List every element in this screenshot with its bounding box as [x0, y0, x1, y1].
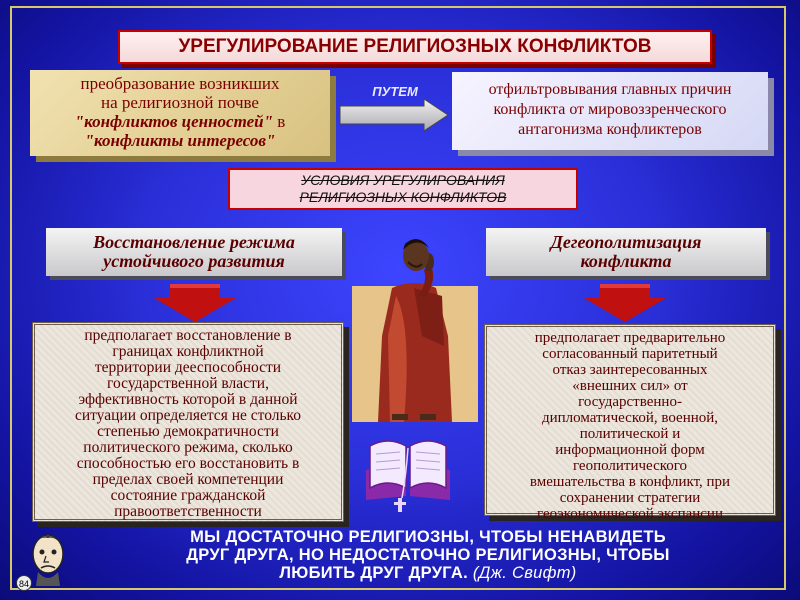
description-line: «внешних сил» от — [572, 378, 688, 394]
conditions-heading — [228, 168, 578, 210]
description-line: степенью демократичности — [97, 423, 279, 440]
description-line: правоответственности — [114, 503, 262, 520]
description-line: эффективность которой в данной — [78, 391, 298, 408]
description-line: состояние гражданской — [110, 487, 266, 504]
restoration-heading — [46, 228, 342, 276]
values-conflicts-term: "конфликтов ценностей" — [74, 112, 274, 131]
description-line: сохранении стратегии — [559, 490, 701, 506]
description-line: дипломатической, военной, — [541, 410, 719, 426]
down-arrow-icon — [582, 284, 668, 324]
bible-book-image — [362, 426, 454, 518]
filtering-line: антагонизма конфликтеров — [518, 121, 702, 138]
description-line: государственно- — [578, 394, 682, 410]
down-arrow-icon — [152, 284, 238, 324]
depoliticization-description — [484, 324, 776, 522]
description-line: пределах своей компетенции — [92, 471, 284, 488]
filtering-box — [452, 72, 768, 150]
transformation-line — [30, 112, 330, 131]
restoration-description — [32, 322, 344, 522]
description-line: информационной форм — [555, 442, 705, 458]
description-line: геоэкономической экспансии — [537, 506, 723, 522]
transformation-box — [30, 70, 330, 156]
page-number: 84 — [16, 575, 32, 591]
quote-author: (Дж. Свифт) — [472, 564, 577, 582]
quote-line: ДРУГ ДРУГА, НО НЕДОСТАТОЧНО РЕЛИГИОЗНЫ, ЧТОБЫ — [186, 546, 670, 564]
conditions-line: УСЛОВИЯ УРЕГУЛИРОВАНИЯ — [301, 172, 505, 188]
description-line: способностью его восстановить в — [76, 455, 300, 472]
transformation-connector: в — [273, 112, 286, 131]
quote-line: МЫ ДОСТАТОЧНО РЕЛИГИОЗНЫ, ЧТОБЫ НЕНАВИДЕТЬ — [190, 528, 666, 546]
description-line: согласованный паритетный — [542, 346, 718, 362]
filtering-line: конфликта от мировоззренческого — [493, 101, 727, 118]
depoliticization-heading-line: Дегеополитизация — [550, 232, 702, 252]
depoliticization-heading-line: конфликта — [580, 251, 672, 271]
description-line: границах конфликтной — [112, 343, 264, 360]
slide-title: УРЕГУЛИРОВАНИЕ РЕЛИГИОЗНЫХ КОНФЛИКТОВ — [118, 30, 712, 64]
transformation-line — [30, 131, 330, 150]
right-arrow-icon — [338, 98, 450, 132]
transformation-line: на религиозной почве — [101, 93, 259, 112]
quote-text: ЛЮБИТЬ ДРУГ ДРУГА. — [279, 564, 469, 582]
transformation-line: преобразование возникших — [80, 74, 280, 93]
description-line: вмешательства в конфликт, при — [529, 474, 731, 490]
description-line: территории дееспособности — [94, 359, 282, 376]
description-line: предполагает восстановление в — [84, 327, 292, 344]
description-line: политической и — [579, 426, 681, 442]
praying-monk-image — [352, 226, 478, 422]
description-line: ситуации определяется не столько — [74, 407, 302, 424]
description-line: предполагает предварительно — [534, 330, 726, 346]
arrow-label: ПУТЕМ — [372, 84, 418, 99]
interests-conflicts-term: "конфликты интересов" — [84, 131, 276, 150]
restoration-heading-line: Восстановление режима — [93, 232, 295, 252]
description-line: государственной власти, — [107, 375, 269, 392]
filtering-line: отфильтровывания главных причин — [488, 81, 732, 98]
description-line: политического режима, сколько — [83, 439, 293, 456]
swift-quote — [118, 528, 738, 588]
quote-line — [118, 564, 738, 582]
description-line: геополитического — [572, 458, 688, 474]
depoliticization-heading — [486, 228, 766, 276]
conditions-line: РЕЛИГИОЗНЫХ КОНФЛИКТОВ — [299, 189, 507, 205]
description-line: отказ заинтересованных — [552, 362, 708, 378]
restoration-heading-line: устойчивого развития — [103, 251, 285, 271]
